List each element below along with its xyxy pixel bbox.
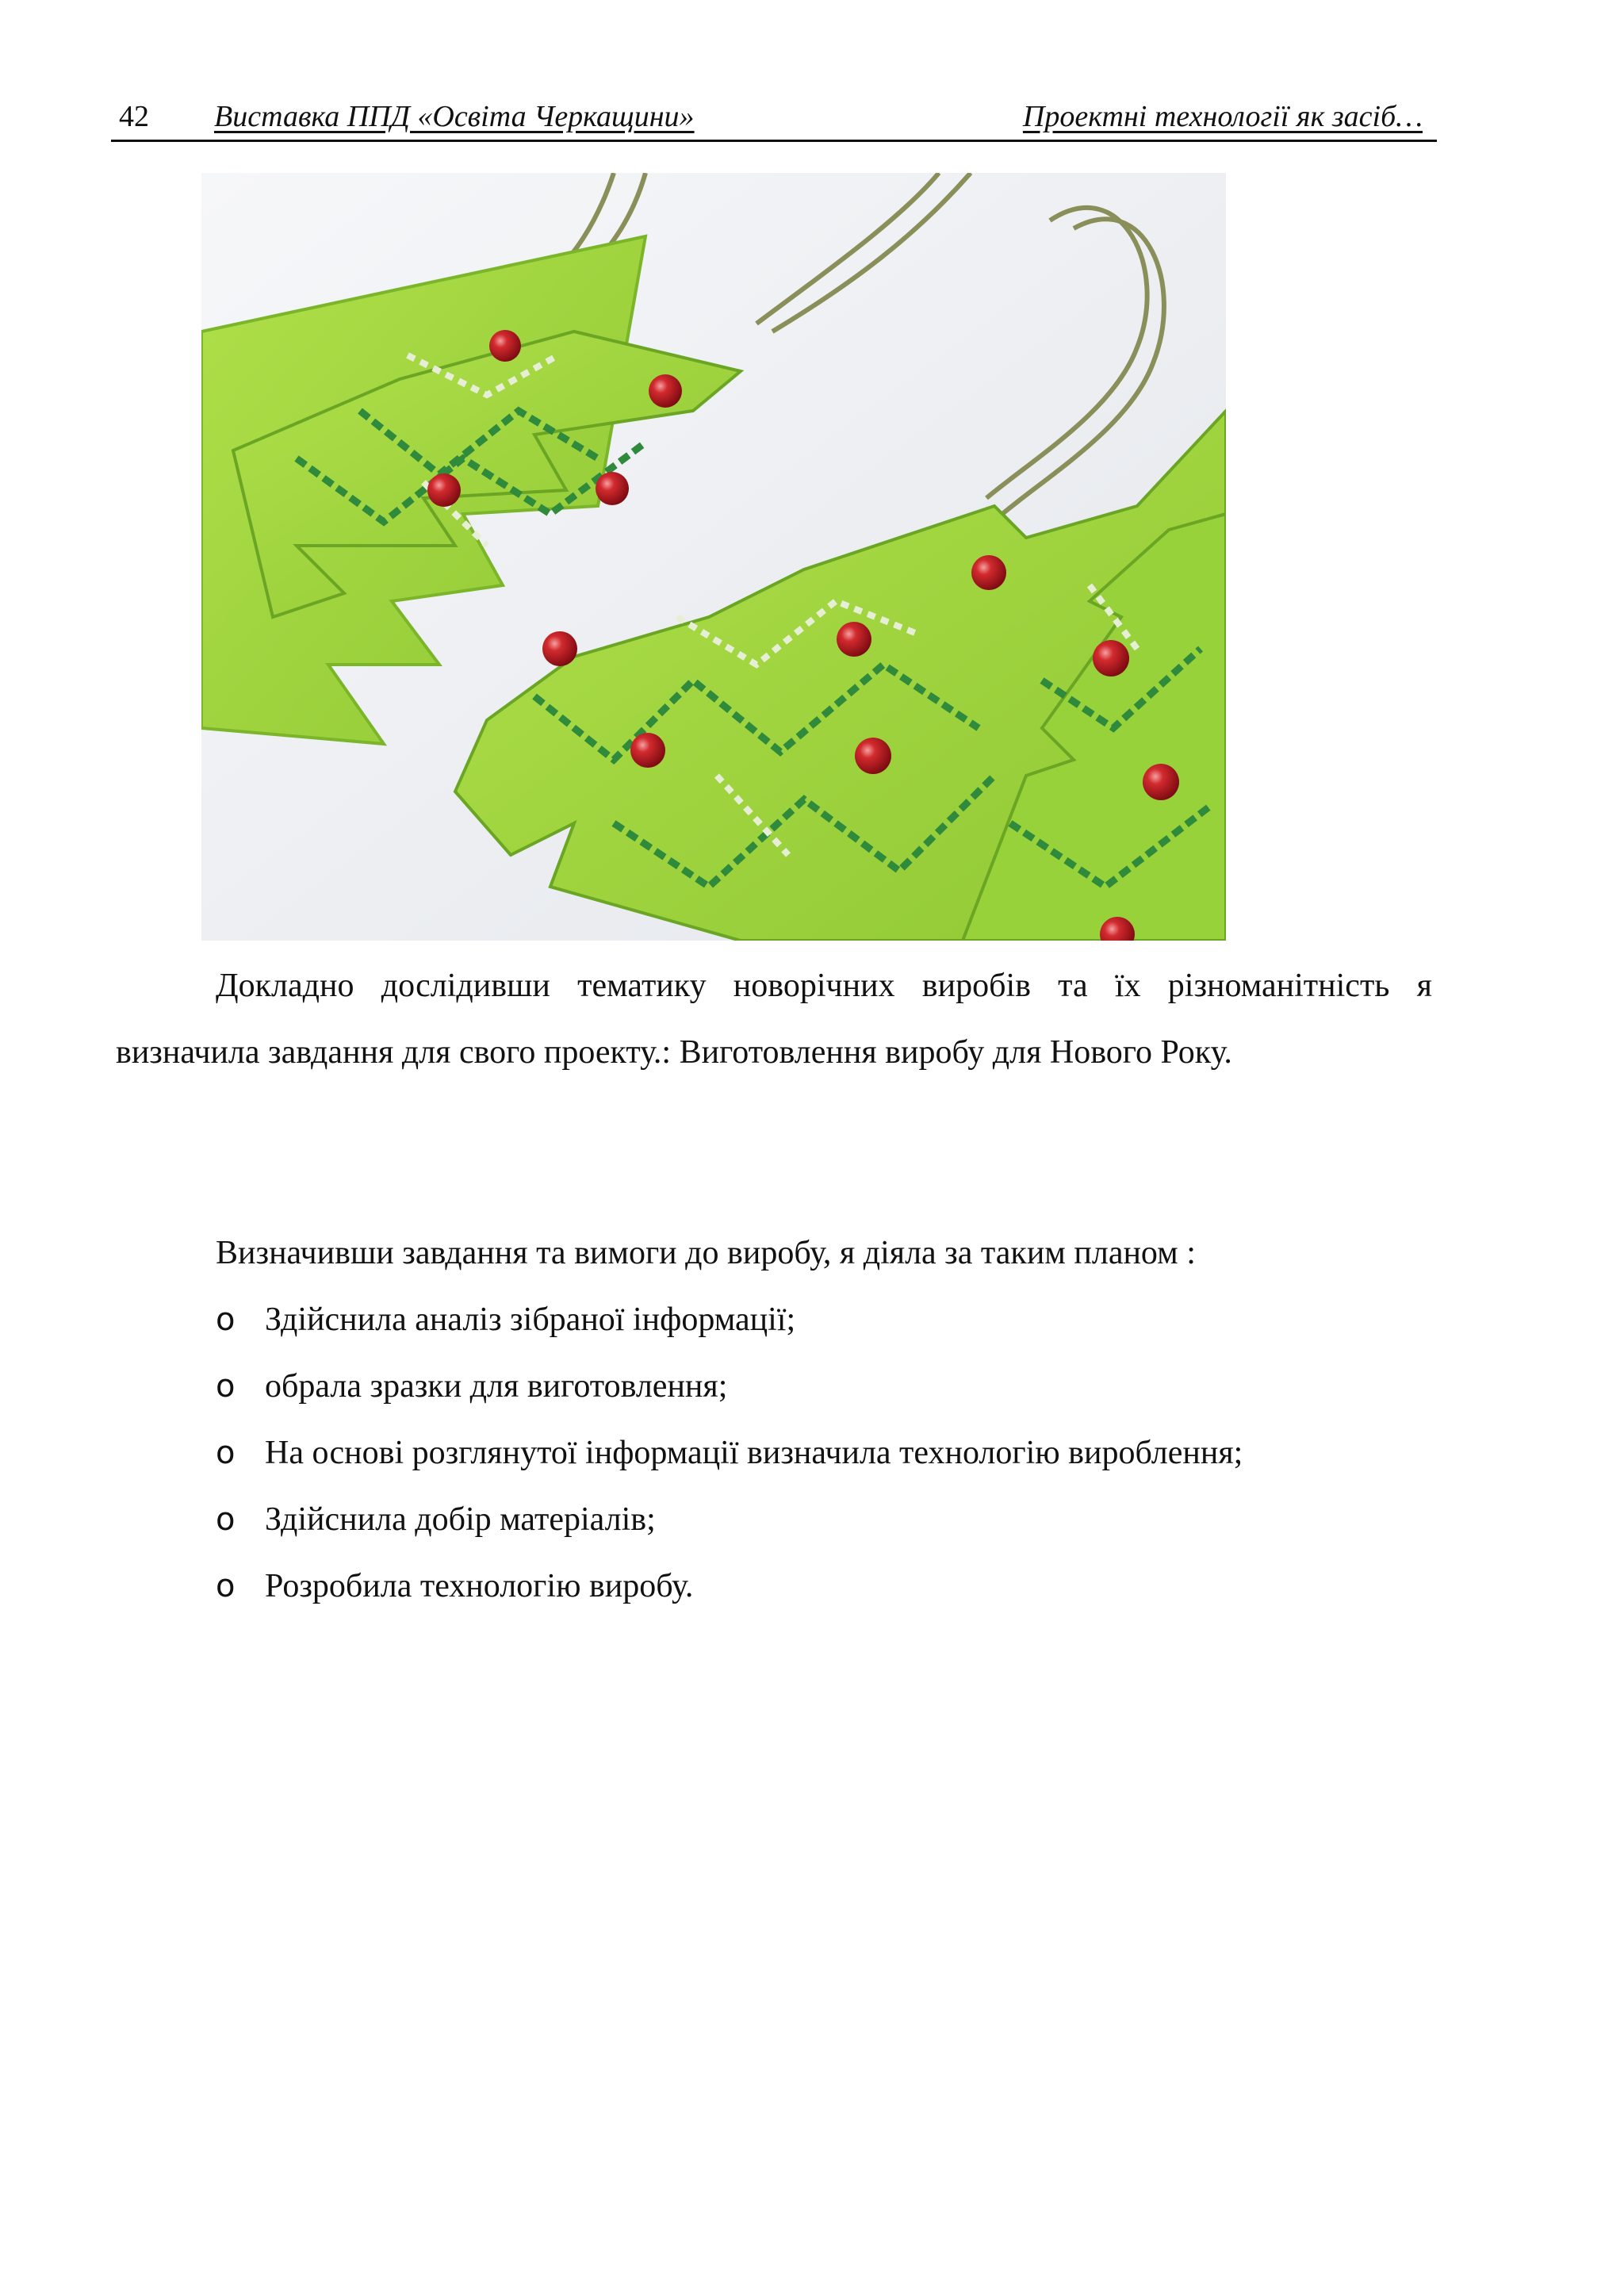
felt-christmas-tree-ornaments-photo — [201, 173, 1226, 941]
bullet-marker: o — [216, 1435, 236, 1471]
list-item — [216, 1486, 1437, 1553]
running-header — [111, 94, 1437, 142]
header-article-title: Проектні технології як засіб… — [1022, 100, 1423, 133]
plan-list — [216, 1286, 1437, 1619]
list-item-text: Здійснила добір матеріалів; — [265, 1501, 656, 1538]
list-item-text: Розробила технологію виробу. — [265, 1568, 694, 1604]
bullet-marker: o — [216, 1301, 236, 1338]
list-item — [216, 1553, 1437, 1619]
list-item-text: На основі розглянутої інформації визначила технологію вироблення; — [265, 1435, 1243, 1471]
photo-illustration — [201, 173, 1226, 941]
bullet-marker: o — [216, 1568, 236, 1604]
list-item-text: Здійснила аналіз зібраної інформації; — [265, 1301, 796, 1338]
list-item — [216, 1286, 1437, 1353]
list-item — [216, 1353, 1437, 1420]
bullet-marker: o — [216, 1368, 236, 1405]
bullet-marker: o — [216, 1501, 236, 1538]
list-item-text: обрала зразки для виготовлення; — [265, 1368, 728, 1405]
page-number: 42 — [119, 100, 149, 133]
plan-intro-paragraph: Визначивши завдання та вимоги до виробу, я діяла за таким планом : — [216, 1235, 1196, 1271]
intro-paragraph: Докладно дослідивши тематику новорічних виробів та їх різноманітність я визначила завдання для свого проекту.: Виготовлення виробу для Нового Року. — [116, 968, 1432, 1071]
list-item — [216, 1420, 1437, 1486]
header-publication-title: Виставка ППД «Освіта Черкащини» — [214, 100, 695, 133]
